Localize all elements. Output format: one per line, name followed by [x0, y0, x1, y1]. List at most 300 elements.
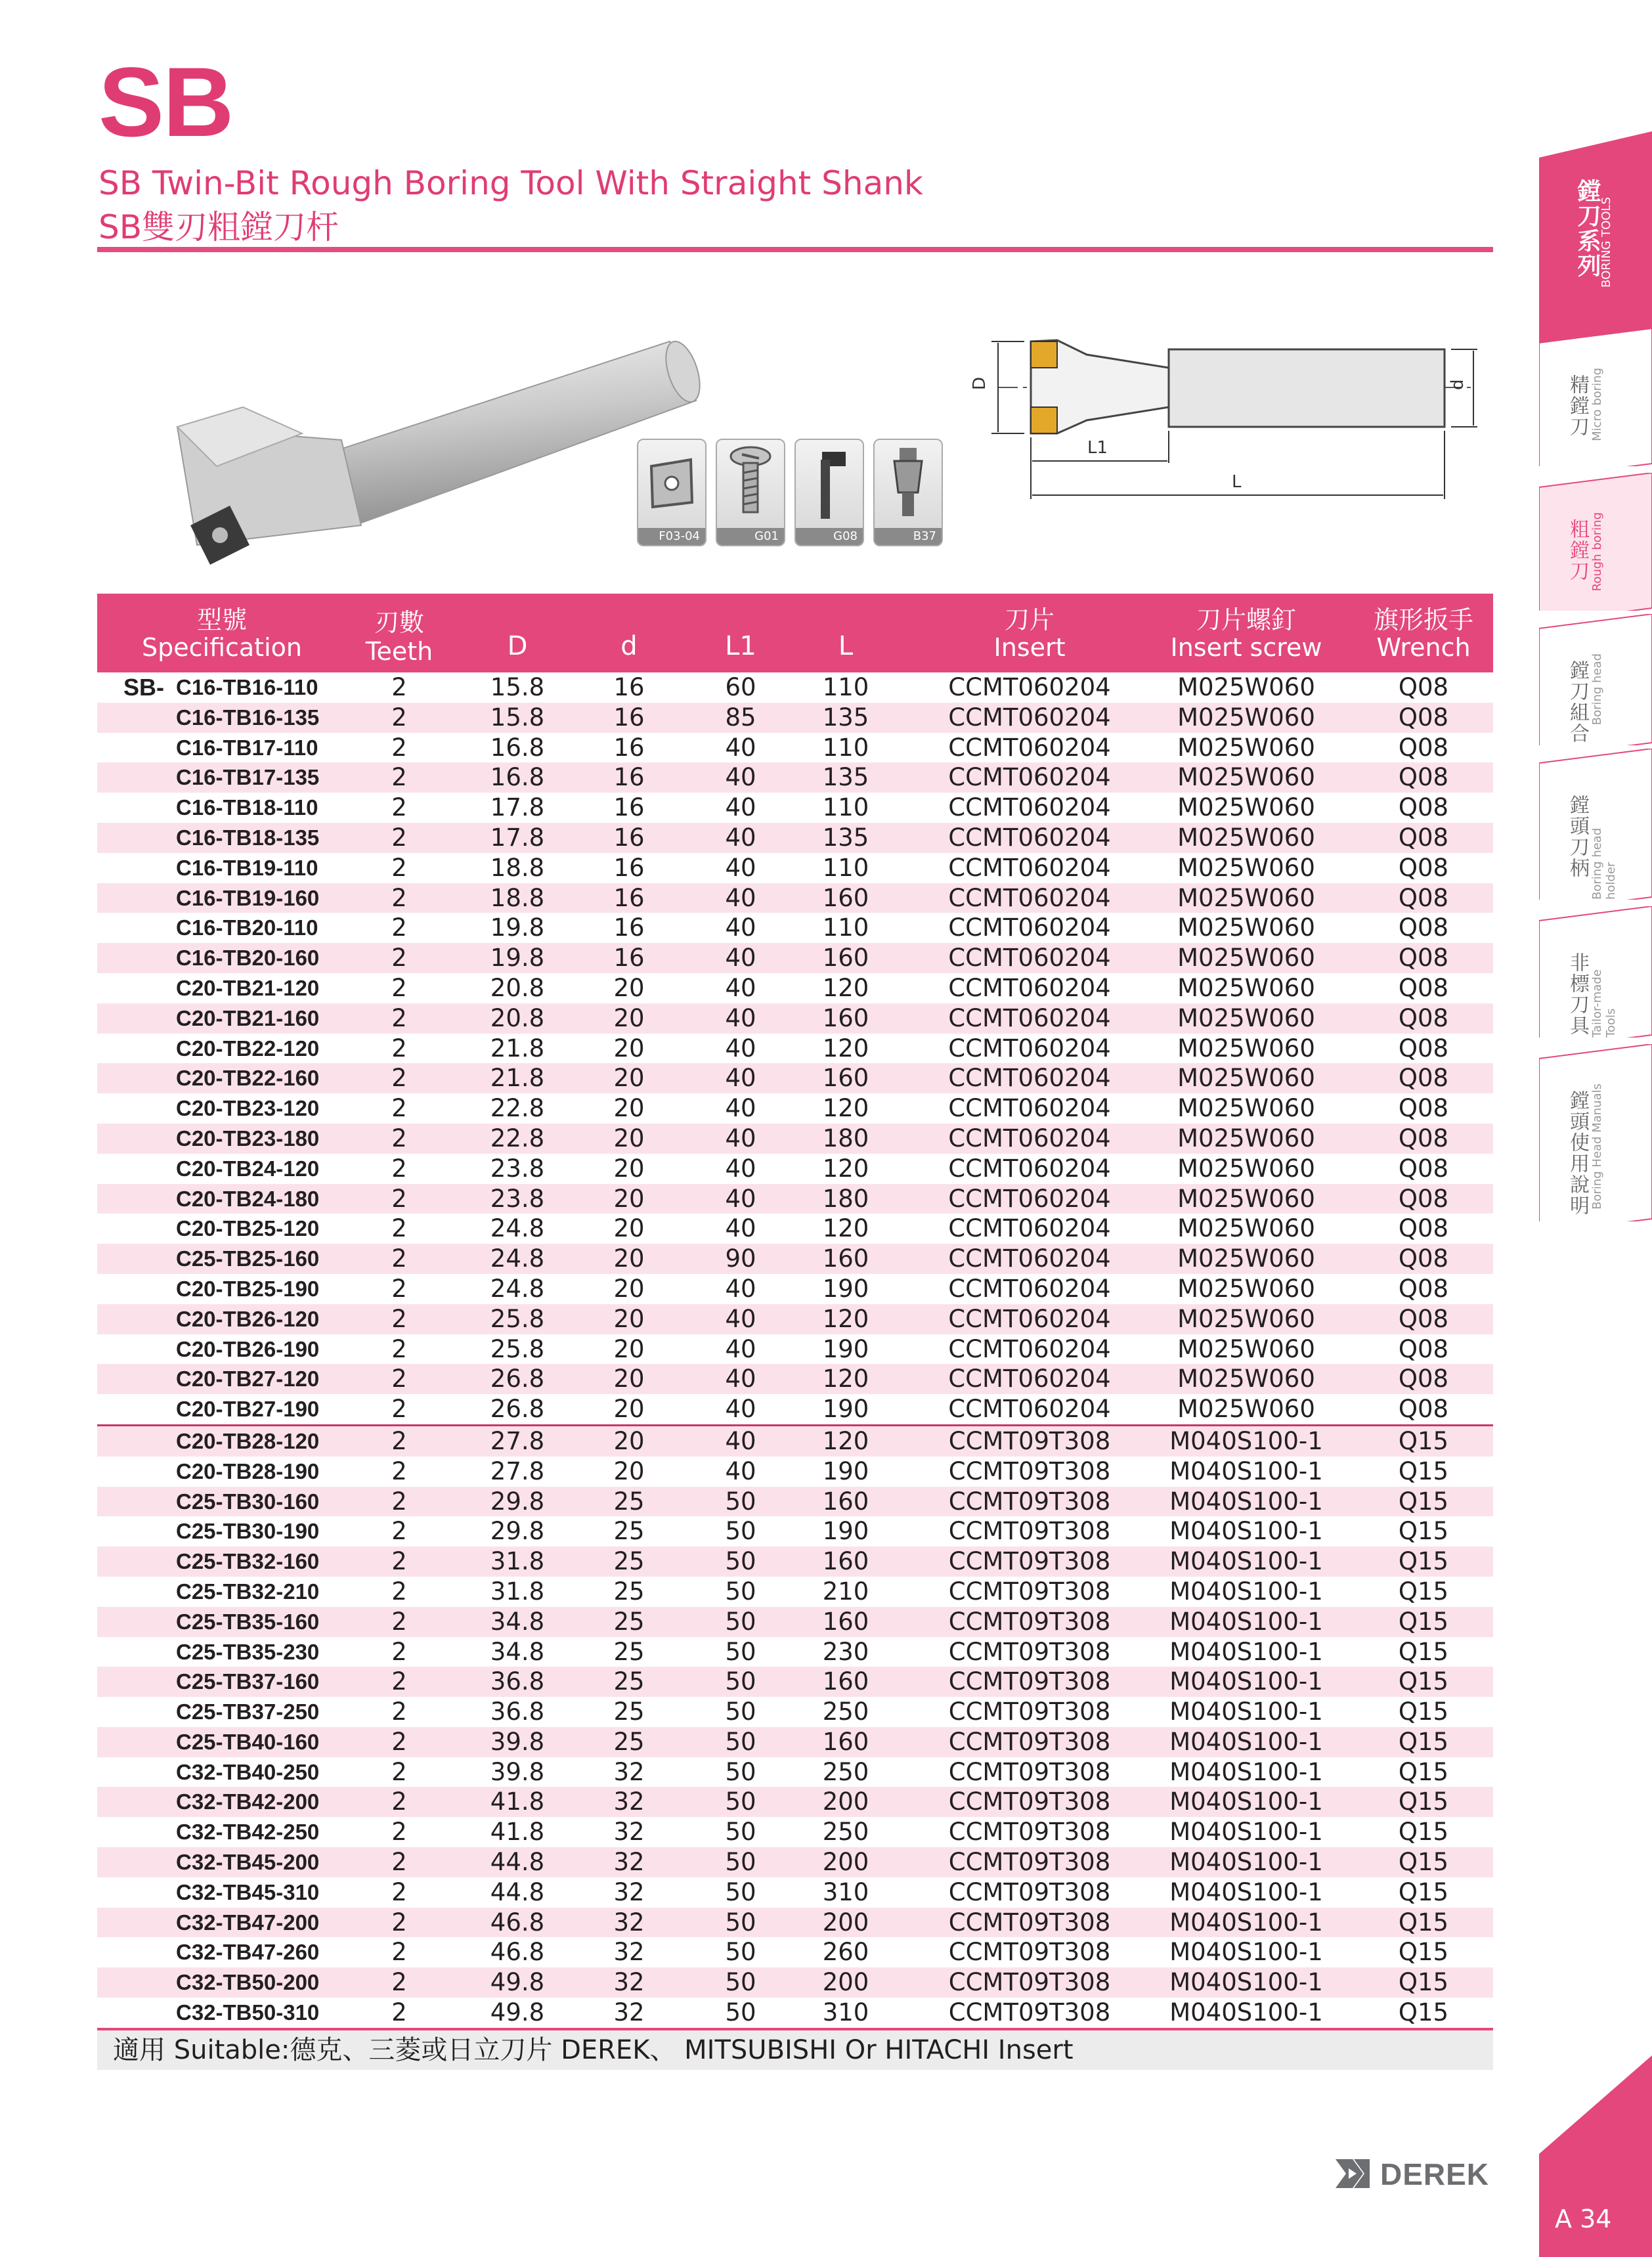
cell-insert: CCMT060204 — [948, 823, 1111, 852]
table-row — [97, 1817, 1493, 1847]
title-divider — [97, 247, 1493, 252]
cell-wrench: Q08 — [1398, 883, 1449, 912]
cell-d: 16 — [613, 703, 645, 732]
table-row — [97, 1003, 1493, 1034]
cell-screw: M040S100-1 — [1169, 1487, 1323, 1516]
col-L-header: L — [838, 631, 854, 661]
product-code: SB — [98, 47, 233, 157]
cell-wrench: Q15 — [1398, 1667, 1449, 1696]
cell-L: 110 — [822, 793, 869, 822]
cell-wrench: Q08 — [1398, 913, 1449, 942]
cell-spec: C16-TB19-110 — [176, 855, 318, 880]
cell-screw: M025W060 — [1177, 1334, 1315, 1363]
cell-L: 120 — [822, 1365, 869, 1393]
cell-L1: 40 — [725, 1184, 756, 1213]
cell-spec: C20-TB26-120 — [176, 1306, 320, 1331]
side-tab-label-zh: 鏜頭使用說明 — [1566, 1090, 1589, 1216]
cell-L1: 40 — [725, 1395, 756, 1424]
cell-wrench: Q15 — [1398, 1787, 1449, 1816]
cell-spec: C32-TB50-310 — [176, 2000, 320, 2025]
cell-wrench: Q08 — [1398, 763, 1449, 792]
side-tab-main-en: BORING TOOLS — [1599, 197, 1613, 288]
cell-L: 120 — [822, 1034, 869, 1063]
cell-L: 135 — [822, 763, 869, 792]
cell-teeth: 2 — [391, 1577, 407, 1606]
cell-spec: C20-TB26-190 — [176, 1336, 320, 1361]
table-row — [97, 1998, 1493, 2028]
cell-L: 110 — [822, 673, 869, 701]
cell-wrench: Q15 — [1398, 1968, 1449, 1997]
dim-d-label: d — [1448, 379, 1467, 390]
cell-wrench: Q08 — [1398, 1034, 1449, 1063]
cell-L: 160 — [822, 1667, 869, 1696]
cell-L1: 40 — [725, 1214, 756, 1243]
cell-D: 49.8 — [490, 1968, 545, 1997]
cell-wrench: Q08 — [1398, 1094, 1449, 1123]
cell-D: 31.8 — [490, 1547, 545, 1576]
cell-screw: M025W060 — [1177, 1395, 1315, 1424]
cell-L: 250 — [822, 1757, 869, 1786]
table-row — [97, 1757, 1493, 1787]
cell-teeth: 2 — [391, 733, 407, 762]
cell-teeth: 2 — [391, 823, 407, 852]
cell-screw: M040S100-1 — [1169, 1757, 1323, 1786]
side-tab-item[interactable] — [1539, 749, 1652, 900]
cell-insert: CCMT09T308 — [948, 1727, 1111, 1756]
cell-teeth: 2 — [391, 1094, 407, 1123]
cell-L1: 85 — [725, 703, 756, 732]
cell-d: 16 — [613, 823, 645, 852]
table-row — [97, 1424, 1493, 1457]
cell-wrench: Q15 — [1398, 1457, 1449, 1485]
table-row — [97, 1093, 1493, 1124]
cell-screw: M040S100-1 — [1169, 1637, 1323, 1666]
cell-wrench: Q08 — [1398, 1214, 1449, 1243]
col-screw-header: 刀片螺釘 Insert screw — [1170, 605, 1322, 662]
cell-L1: 40 — [725, 1304, 756, 1333]
cell-L: 180 — [822, 1124, 869, 1152]
table-row — [97, 1063, 1493, 1093]
cell-teeth: 2 — [391, 1698, 407, 1726]
cell-screw: M025W060 — [1177, 1274, 1315, 1303]
cell-d: 16 — [613, 793, 645, 822]
cell-L1: 40 — [725, 1334, 756, 1363]
table-row — [97, 1184, 1493, 1214]
cell-teeth: 2 — [391, 1938, 407, 1967]
cell-insert: CCMT09T308 — [948, 1607, 1111, 1636]
cell-insert: CCMT09T308 — [948, 1517, 1111, 1546]
table-row — [97, 1304, 1493, 1334]
cell-L: 190 — [822, 1457, 869, 1485]
cell-screw: M025W060 — [1177, 793, 1315, 822]
table-row — [97, 1516, 1493, 1546]
cell-L: 120 — [822, 1094, 869, 1123]
cell-spec: C32-TB45-310 — [176, 1879, 320, 1904]
cell-spec: C20-TB23-120 — [176, 1096, 320, 1121]
cell-d: 32 — [613, 1938, 645, 1967]
cell-spec: C32-TB50-200 — [176, 1970, 320, 1995]
cell-D: 41.8 — [490, 1818, 545, 1847]
dim-L-label: L — [1232, 472, 1242, 492]
cell-spec: C20-TB24-180 — [176, 1186, 320, 1211]
cell-screw: M025W060 — [1177, 913, 1315, 942]
cell-teeth: 2 — [391, 883, 407, 912]
cell-screw: M040S100-1 — [1169, 1577, 1323, 1606]
cell-L: 310 — [822, 1998, 869, 2027]
cell-screw: M025W060 — [1177, 1214, 1315, 1243]
cell-d: 20 — [613, 1426, 645, 1455]
cell-d: 20 — [613, 1214, 645, 1243]
table-row — [97, 1457, 1493, 1487]
cell-wrench: Q15 — [1398, 1577, 1449, 1606]
cell-insert: CCMT060204 — [948, 1334, 1111, 1363]
cell-L1: 50 — [725, 1727, 756, 1756]
cell-D: 16.8 — [490, 733, 545, 762]
cell-screw: M025W060 — [1177, 763, 1315, 792]
cell-L1: 40 — [725, 973, 756, 1002]
cell-teeth: 2 — [391, 1064, 407, 1093]
cell-L: 160 — [822, 1607, 869, 1636]
brand-logo — [1333, 2154, 1490, 2193]
tool-photo — [151, 328, 709, 604]
table-row — [97, 973, 1493, 1003]
cell-d: 16 — [613, 733, 645, 762]
cell-insert: CCMT060204 — [948, 1304, 1111, 1333]
cell-d: 16 — [613, 913, 645, 942]
cell-D: 19.8 — [490, 944, 545, 973]
cell-L1: 50 — [725, 1968, 756, 1997]
col-insert-header: 刀片 Insert — [993, 605, 1066, 662]
cell-spec: C20-TB21-120 — [176, 975, 320, 1000]
side-tab-item[interactable] — [1539, 906, 1652, 1038]
cell-teeth: 2 — [391, 1517, 407, 1546]
cell-d: 20 — [613, 1124, 645, 1152]
brand-name: DEREK — [1380, 2157, 1490, 2191]
cell-wrench: Q08 — [1398, 1244, 1449, 1273]
page-corner — [1539, 2055, 1652, 2257]
cell-teeth: 2 — [391, 944, 407, 973]
cell-wrench: Q08 — [1398, 733, 1449, 762]
cell-L1: 50 — [725, 1487, 756, 1516]
cell-screw: M025W060 — [1177, 733, 1315, 762]
table-header — [97, 594, 1493, 672]
cell-L: 190 — [822, 1517, 869, 1546]
cell-L: 120 — [822, 1426, 869, 1455]
cell-insert: CCMT09T308 — [948, 1577, 1111, 1606]
cell-D: 49.8 — [490, 1998, 545, 2027]
side-tab-label-en: Boring head — [1590, 653, 1604, 726]
cell-screw: M025W060 — [1177, 1365, 1315, 1393]
cell-screw: M025W060 — [1177, 1304, 1315, 1333]
cell-screw: M025W060 — [1177, 883, 1315, 912]
cell-spec: C16-TB17-135 — [176, 765, 320, 790]
cell-D: 25.8 — [490, 1334, 545, 1363]
cell-spec: C16-TB16-110 — [176, 675, 318, 699]
cell-D: 24.8 — [490, 1214, 545, 1243]
cell-d: 16 — [613, 763, 645, 792]
cell-teeth: 2 — [391, 1637, 407, 1666]
cell-L: 110 — [822, 913, 869, 942]
cell-spec: C20-TB22-120 — [176, 1036, 320, 1061]
cell-L: 190 — [822, 1395, 869, 1424]
table-row — [97, 1847, 1493, 1877]
accessory-icons — [637, 439, 939, 544]
cell-teeth: 2 — [391, 1395, 407, 1424]
cell-L1: 40 — [725, 763, 756, 792]
cell-L: 135 — [822, 823, 869, 852]
cell-spec: C32-TB47-200 — [176, 1910, 320, 1935]
cell-spec: C20-TB25-190 — [176, 1276, 320, 1301]
cell-screw: M025W060 — [1177, 1094, 1315, 1123]
cell-L1: 40 — [725, 1124, 756, 1152]
cell-screw: M040S100-1 — [1169, 1848, 1323, 1877]
cell-L: 160 — [822, 1487, 869, 1516]
cell-wrench: Q15 — [1398, 1698, 1449, 1726]
cell-wrench: Q15 — [1398, 1487, 1449, 1516]
col-D-header: D — [507, 631, 528, 661]
side-tab-item[interactable] — [1539, 328, 1652, 466]
cell-L1: 40 — [725, 1457, 756, 1485]
cell-insert: CCMT060204 — [948, 1244, 1111, 1273]
cell-screw: M025W060 — [1177, 823, 1315, 852]
table-row — [97, 703, 1493, 733]
tool-drawing — [959, 322, 1484, 519]
cell-D: 19.8 — [490, 913, 545, 942]
cell-insert: CCMT060204 — [948, 1064, 1111, 1093]
cell-wrench: Q08 — [1398, 1154, 1449, 1183]
cell-insert: CCMT060204 — [948, 944, 1111, 973]
cell-wrench: Q15 — [1398, 1607, 1449, 1636]
cell-wrench: Q08 — [1398, 1064, 1449, 1093]
cell-L1: 50 — [725, 1698, 756, 1726]
cell-screw: M040S100-1 — [1169, 1517, 1323, 1546]
cell-L: 160 — [822, 1547, 869, 1576]
cell-insert: CCMT060204 — [948, 763, 1111, 792]
cell-d: 20 — [613, 1003, 645, 1032]
cell-L: 260 — [822, 1938, 869, 1967]
cell-spec: C16-TB20-110 — [176, 915, 318, 940]
holder-icon — [873, 439, 943, 546]
cell-insert: CCMT09T308 — [948, 1487, 1111, 1516]
cell-spec: C25-TB25-160 — [176, 1246, 320, 1271]
side-tab-item[interactable] — [1539, 1044, 1652, 1221]
cell-teeth: 2 — [391, 1124, 407, 1152]
cell-insert: CCMT060204 — [948, 1094, 1111, 1123]
cell-d: 25 — [613, 1547, 645, 1576]
side-tab-label-zh: 粗鏜刀 — [1566, 519, 1589, 582]
cell-teeth: 2 — [391, 793, 407, 822]
cell-insert: CCMT09T308 — [948, 1908, 1111, 1937]
table-row — [97, 1787, 1493, 1817]
cell-d: 16 — [613, 944, 645, 973]
cell-screw: M025W060 — [1177, 973, 1315, 1002]
cell-teeth: 2 — [391, 1274, 407, 1303]
cell-teeth: 2 — [391, 1968, 407, 1997]
cell-screw: M025W060 — [1177, 944, 1315, 973]
cell-teeth: 2 — [391, 1214, 407, 1243]
cell-wrench: Q08 — [1398, 1304, 1449, 1333]
cell-d: 20 — [613, 1304, 645, 1333]
cell-insert: CCMT060204 — [948, 673, 1111, 701]
cell-D: 22.8 — [490, 1094, 545, 1123]
cell-wrench: Q15 — [1398, 1637, 1449, 1666]
cell-spec: C20-TB25-120 — [176, 1216, 320, 1241]
cell-insert: CCMT060204 — [948, 913, 1111, 942]
side-tab-item[interactable] — [1539, 614, 1652, 745]
cell-teeth: 2 — [391, 853, 407, 882]
cell-screw: M040S100-1 — [1169, 1426, 1323, 1455]
cell-d: 20 — [613, 1184, 645, 1213]
cell-L1: 40 — [725, 944, 756, 973]
cell-L: 110 — [822, 733, 869, 762]
cell-L: 160 — [822, 1244, 869, 1273]
cell-spec: C20-TB24-120 — [176, 1156, 320, 1181]
cell-d: 20 — [613, 1365, 645, 1393]
table-row — [97, 1364, 1493, 1394]
cell-D: 34.8 — [490, 1637, 545, 1666]
cell-spec: C25-TB35-230 — [176, 1639, 320, 1664]
cell-teeth: 2 — [391, 1304, 407, 1333]
cell-D: 39.8 — [490, 1727, 545, 1756]
side-tab-label-en: Micro boring — [1590, 368, 1604, 441]
cell-d: 20 — [613, 1274, 645, 1303]
accessory-label: G08 — [796, 528, 863, 545]
cell-D: 21.8 — [490, 1064, 545, 1093]
cell-teeth: 2 — [391, 1154, 407, 1183]
cell-L1: 40 — [725, 913, 756, 942]
cell-L: 180 — [822, 1184, 869, 1213]
cell-D: 29.8 — [490, 1487, 545, 1516]
cell-wrench: Q08 — [1398, 1395, 1449, 1424]
cell-teeth: 2 — [391, 673, 407, 701]
cell-d: 20 — [613, 1457, 645, 1485]
cell-L1: 40 — [725, 733, 756, 762]
cell-L: 120 — [822, 973, 869, 1002]
cell-d: 16 — [613, 883, 645, 912]
cell-d: 32 — [613, 1908, 645, 1937]
cell-D: 22.8 — [490, 1124, 545, 1152]
col-d-header: d — [620, 631, 638, 661]
cell-L1: 40 — [725, 1094, 756, 1123]
table-row — [97, 1577, 1493, 1607]
cell-wrench: Q15 — [1398, 1877, 1449, 1906]
side-tab-label-zh: 精鏜刀 — [1566, 374, 1589, 437]
cell-screw: M040S100-1 — [1169, 1908, 1323, 1937]
cell-screw: M025W060 — [1177, 703, 1315, 732]
cell-insert: CCMT060204 — [948, 1214, 1111, 1243]
cell-D: 16.8 — [490, 763, 545, 792]
cell-teeth: 2 — [391, 1184, 407, 1213]
cell-d: 16 — [613, 673, 645, 701]
cell-d: 20 — [613, 1064, 645, 1093]
cell-spec: C20-TB21-160 — [176, 1005, 320, 1030]
cell-L: 110 — [822, 853, 869, 882]
cell-d: 25 — [613, 1667, 645, 1696]
cell-L: 250 — [822, 1818, 869, 1847]
cell-wrench: Q08 — [1398, 1124, 1449, 1152]
cell-screw: M025W060 — [1177, 1034, 1315, 1063]
cell-insert: CCMT09T308 — [948, 1998, 1111, 2027]
table-row — [97, 853, 1493, 883]
cell-insert: CCMT060204 — [948, 1034, 1111, 1063]
cell-spec: C32-TB42-200 — [176, 1789, 320, 1814]
cell-d: 20 — [613, 1094, 645, 1123]
cell-teeth: 2 — [391, 1667, 407, 1696]
cell-wrench: Q08 — [1398, 1184, 1449, 1213]
side-tab-label-en: Rough boring — [1590, 512, 1604, 592]
cell-insert: CCMT060204 — [948, 883, 1111, 912]
cell-wrench: Q08 — [1398, 1003, 1449, 1032]
cell-teeth: 2 — [391, 1908, 407, 1937]
cell-teeth: 2 — [391, 1426, 407, 1455]
cell-d: 20 — [613, 1034, 645, 1063]
cell-L1: 60 — [725, 673, 756, 701]
screw-icon — [716, 439, 785, 546]
cell-spec: C16-TB18-110 — [176, 795, 318, 820]
cell-d: 20 — [613, 1334, 645, 1363]
cell-screw: M040S100-1 — [1169, 1938, 1323, 1967]
cell-L1: 50 — [725, 1908, 756, 1937]
cell-D: 15.8 — [490, 703, 545, 732]
col-teeth-header: 刃數 Teeth — [365, 608, 433, 666]
col-spec-header: 型號 Specification — [142, 605, 302, 662]
accessory-label: F03-04 — [638, 528, 705, 545]
cell-spec: C16-TB17-110 — [176, 735, 318, 760]
table-row — [97, 1908, 1493, 1938]
cell-wrench: Q15 — [1398, 1938, 1449, 1967]
cell-D: 39.8 — [490, 1757, 545, 1786]
cell-spec: C25-TB30-190 — [176, 1519, 320, 1544]
cell-wrench: Q15 — [1398, 1818, 1449, 1847]
table-row — [97, 1124, 1493, 1154]
cell-teeth: 2 — [391, 1457, 407, 1485]
cell-insert: CCMT060204 — [948, 853, 1111, 882]
accessory-label: G01 — [717, 528, 784, 545]
cell-screw: M040S100-1 — [1169, 1998, 1323, 2027]
cell-d: 32 — [613, 1877, 645, 1906]
cell-insert: CCMT09T308 — [948, 1547, 1111, 1576]
cell-screw: M040S100-1 — [1169, 1698, 1323, 1726]
cell-D: 25.8 — [490, 1304, 545, 1333]
cell-spec: C20-TB27-190 — [176, 1397, 320, 1422]
table-row — [97, 883, 1493, 913]
cell-L1: 90 — [725, 1244, 756, 1273]
cell-L: 120 — [822, 1214, 869, 1243]
table-row — [97, 1034, 1493, 1064]
cell-spec: C32-TB42-250 — [176, 1820, 320, 1845]
cell-D: 23.8 — [490, 1184, 545, 1213]
cell-teeth: 2 — [391, 973, 407, 1002]
cell-spec: C16-TB19-160 — [176, 885, 320, 910]
cell-L: 310 — [822, 1877, 869, 1906]
cell-wrench: Q08 — [1398, 853, 1449, 882]
table-row — [97, 1274, 1493, 1304]
cell-L: 135 — [822, 703, 869, 732]
cell-L1: 50 — [725, 1547, 756, 1576]
cell-insert: CCMT060204 — [948, 793, 1111, 822]
cell-screw: M040S100-1 — [1169, 1818, 1323, 1847]
side-tab-item[interactable] — [1539, 473, 1652, 611]
cell-insert: CCMT09T308 — [948, 1757, 1111, 1786]
cell-screw: M040S100-1 — [1169, 1667, 1323, 1696]
cell-D: 36.8 — [490, 1698, 545, 1726]
cell-spec: C25-TB32-210 — [176, 1579, 320, 1604]
cell-D: 27.8 — [490, 1457, 545, 1485]
cell-L: 190 — [822, 1334, 869, 1363]
table-row — [97, 913, 1493, 943]
cell-insert: CCMT060204 — [948, 973, 1111, 1002]
cell-screw: M025W060 — [1177, 1003, 1315, 1032]
